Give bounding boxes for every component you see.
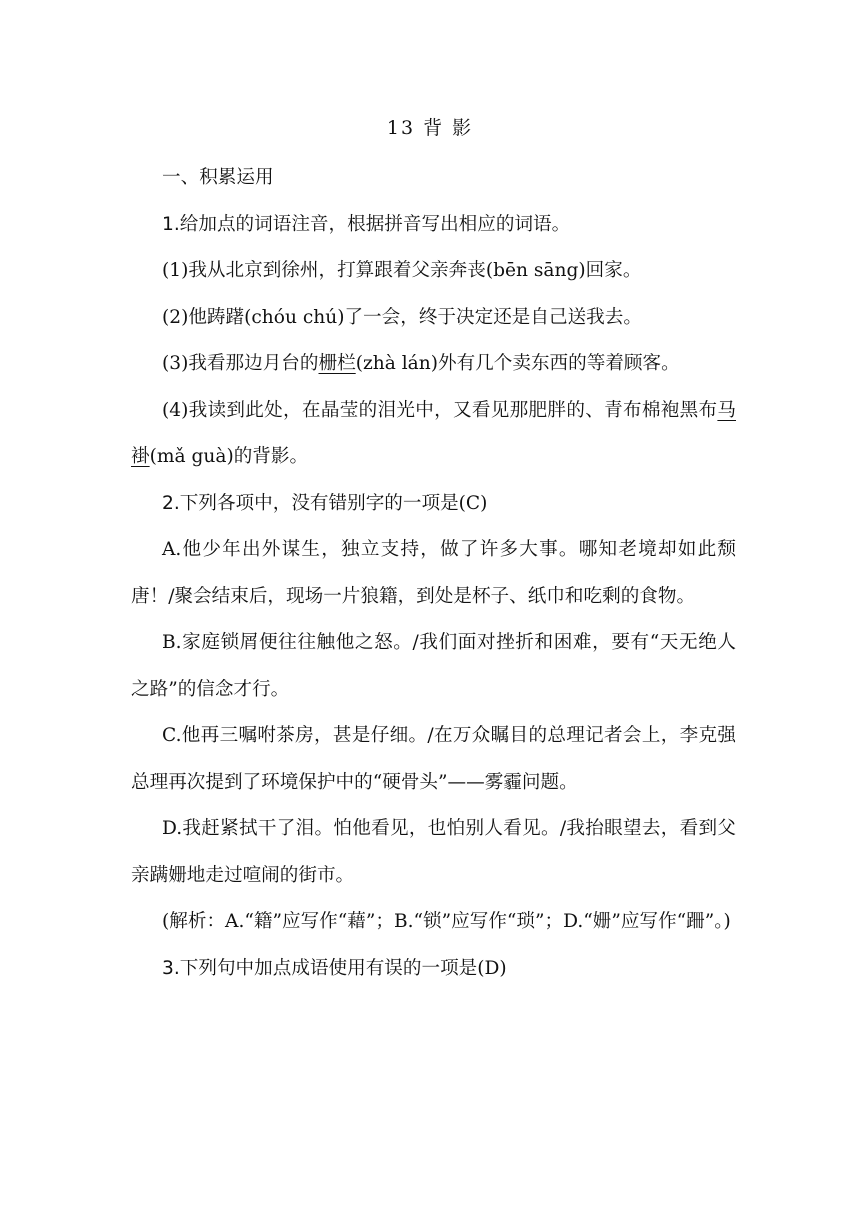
item-text: (3)我看那边月台的 xyxy=(162,353,319,374)
question-number: 3. xyxy=(162,957,180,979)
option-a: A.他少年出外谋生，独立支持，做了许多大事。哪知老境却如此颓唐！/聚会结束后，现场一片狼籍，到处是杯子、纸巾和吃剩的食物。 xyxy=(131,539,736,607)
question-3 xyxy=(131,946,736,993)
item-text: (2)他踌躇(chóu chú)了一会，终于决定还是自己送我去。 xyxy=(162,306,642,328)
option-b: B.家庭锁屑便往往触他之怒。/我们面对挫折和困难，要有“天无绝人之路”的信念才行。 xyxy=(131,632,736,700)
question-1-item-1 xyxy=(131,248,736,295)
question-text: 给加点的词语注音，根据拼音写出相应的词语。 xyxy=(179,213,571,235)
section-heading: 一、积累运用 xyxy=(162,167,274,188)
question-2 xyxy=(131,481,736,528)
question-number: 1. xyxy=(162,213,180,235)
question-text: 下列句中加点成语使用有误的一项是(D) xyxy=(179,957,507,979)
question-1-item-4 xyxy=(131,388,736,481)
analysis-text: (解析：A.“籍”应写作“藉”；B.“锁”应写作“琐”；D.“姗”应写作“跚”。) xyxy=(162,911,731,932)
question-1-item-3 xyxy=(131,341,736,388)
page-title: 13 背 影 xyxy=(386,117,474,139)
question-1 xyxy=(131,202,736,249)
question-number: 2. xyxy=(162,492,180,514)
item-text: (mǎ guà)的背影。 xyxy=(149,446,309,467)
option-d: D.我赶紧拭干了泪。怕他看见，也怕别人看见。/我抬眼望去，看到父亲蹒姗地走过喧闹的街市。 xyxy=(131,818,736,886)
underlined-word: 马褂 xyxy=(131,399,736,467)
item-text: (1)我从北京到徐州，打算跟着父亲奔丧(bēn sāng)回家。 xyxy=(162,260,642,281)
question-1-item-2 xyxy=(131,295,736,342)
option-c: C.他再三嘱咐茶房，甚是仔细。/在万众瞩目的总理记者会上，李克强总理再次提到了环境保护中的“硬骨头”——雾霾问题。 xyxy=(131,725,736,793)
question-text: 下列各项中，没有错别字的一项是(C) xyxy=(179,492,488,514)
underlined-word: 栅栏 xyxy=(318,353,356,374)
document-body xyxy=(131,155,736,992)
item-text: (zhà lán)外有几个卖东西的等着顾客。 xyxy=(355,353,680,374)
item-text: (4)我读到此处，在晶莹的泪光中，又看见那肥胖的、青布棉袍黑布 xyxy=(162,399,718,421)
